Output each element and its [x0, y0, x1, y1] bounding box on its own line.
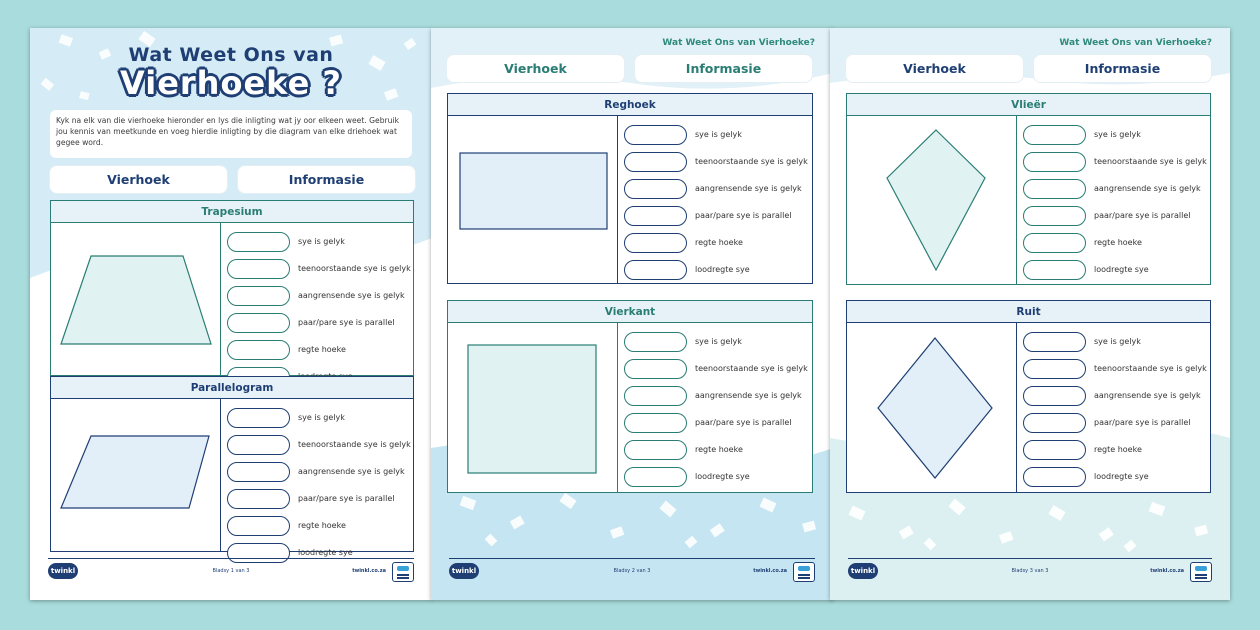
option-label: teenoorstaande sye is gelyk [298, 264, 411, 273]
option-row [624, 121, 810, 148]
option-label: regte hoeke [695, 238, 743, 247]
option-row [227, 485, 411, 512]
shape-cell [847, 116, 1017, 284]
option-label: sye is gelyk [298, 413, 345, 422]
parallelogram-shape [51, 399, 221, 551]
instructions-text: Kyk na elk van die vierhoeke hieronder en lys die inligting wat jy oor elkeen weet. Gebruik jou kennis van meetkunde en voeg hierdie inligting by die diagram van elke driehoek wat gegee word. [50, 110, 412, 158]
tab-informasie: Informasie [635, 55, 812, 82]
option-label: aangrensende sye is gelyk [695, 184, 802, 193]
option-label: loodregte sye [695, 265, 750, 274]
answer-pill[interactable] [624, 179, 687, 199]
answer-pill[interactable] [1023, 125, 1086, 145]
page-header: Wat Weet Ons van Vierhoeke? [662, 38, 815, 48]
twinkl-logo: twinkl [48, 563, 78, 579]
option-row [227, 431, 411, 458]
answer-pill[interactable] [1023, 206, 1086, 226]
answer-pill[interactable] [227, 489, 290, 509]
worksheet-page-2 [431, 28, 833, 600]
option-label: regte hoeke [298, 521, 346, 530]
answer-pill[interactable] [1023, 260, 1086, 280]
card-title: Ruit [847, 301, 1210, 323]
card-title: Reghoek [448, 94, 812, 116]
answer-pill[interactable] [1023, 440, 1086, 460]
options-list [227, 404, 411, 566]
answer-pill[interactable] [1023, 179, 1086, 199]
option-row [227, 512, 411, 539]
option-label: regte hoeke [1094, 238, 1142, 247]
answer-pill[interactable] [227, 462, 290, 482]
card-title: Trapesium [51, 201, 413, 223]
trapezium-shape [51, 223, 221, 375]
option-row [1023, 121, 1208, 148]
option-row [624, 463, 810, 490]
answer-pill[interactable] [1023, 386, 1086, 406]
option-row [624, 355, 810, 382]
card-parallelogram [50, 376, 414, 557]
card-reghoek [447, 93, 813, 284]
option-label: paar/pare sye is parallel [1094, 211, 1191, 220]
option-row [227, 228, 411, 255]
quality-badge-icon [793, 562, 815, 582]
column-headers [447, 55, 812, 82]
title-line-2: Vierhoeke ? [120, 64, 342, 102]
option-row [1023, 436, 1208, 463]
shape-cell [51, 399, 221, 551]
answer-pill[interactable] [624, 206, 687, 226]
option-row [624, 328, 810, 355]
shape-cell [448, 116, 618, 283]
option-row [227, 458, 411, 485]
card-title: Vlieër [847, 94, 1210, 116]
option-row [1023, 355, 1208, 382]
options-list [624, 328, 810, 490]
title-line-1: Wat Weet Ons van [128, 44, 334, 66]
option-label: teenoorstaande sye is gelyk [695, 157, 808, 166]
option-label: loodregte sye [1094, 265, 1149, 274]
twinkl-logo: twinkl [848, 563, 878, 579]
answer-pill[interactable] [624, 260, 687, 280]
option-label: paar/pare sye is parallel [298, 494, 395, 503]
option-row [227, 309, 411, 336]
options-list [227, 228, 411, 390]
card-title: Parallelogram [51, 377, 413, 399]
card-ruit [846, 300, 1211, 493]
column-headers [50, 166, 415, 193]
card-trapesium [50, 200, 414, 376]
tab-informasie: Informasie [1034, 55, 1211, 82]
answer-pill[interactable] [624, 332, 687, 352]
option-row [1023, 256, 1208, 283]
rhombus-shape [847, 323, 1017, 493]
answer-pill[interactable] [624, 440, 687, 460]
option-row [1023, 202, 1208, 229]
answer-pill[interactable] [1023, 233, 1086, 253]
card-vlieer [846, 93, 1211, 285]
answer-pill[interactable] [1023, 332, 1086, 352]
option-row [624, 256, 810, 283]
option-row [1023, 382, 1208, 409]
option-row [624, 175, 810, 202]
answer-pill[interactable] [227, 435, 290, 455]
options-list [624, 121, 810, 283]
answer-pill[interactable] [1023, 152, 1086, 172]
option-row [624, 148, 810, 175]
option-row [1023, 175, 1208, 202]
page-number: Bladsy 1 van 3 [212, 568, 250, 574]
option-row [227, 404, 411, 431]
square-shape [448, 323, 618, 493]
option-label: loodregte sye [298, 548, 353, 557]
option-label: regte hoeke [298, 345, 346, 354]
card-title: Vierkant [448, 301, 812, 323]
column-headers [846, 55, 1211, 82]
option-label: loodregte sye [1094, 472, 1149, 481]
answer-pill[interactable] [624, 413, 687, 433]
option-label: regte hoeke [1094, 445, 1142, 454]
option-label: paar/pare sye is parallel [695, 418, 792, 427]
answer-pill[interactable] [227, 408, 290, 428]
option-label: paar/pare sye is parallel [298, 318, 395, 327]
kite-shape [847, 116, 1017, 286]
option-label: aangrensende sye is gelyk [298, 291, 405, 300]
option-label: aangrensende sye is gelyk [1094, 184, 1201, 193]
option-row [227, 255, 411, 282]
options-list [1023, 121, 1208, 283]
option-label: aangrensende sye is gelyk [1094, 391, 1201, 400]
option-label: sye is gelyk [1094, 130, 1141, 139]
option-row [1023, 229, 1208, 256]
worksheet-page-3 [830, 28, 1230, 600]
option-row [624, 409, 810, 436]
site-url: twinkl.co.za [352, 568, 386, 574]
option-row [624, 382, 810, 409]
option-row [227, 282, 411, 309]
page-footer [449, 558, 815, 584]
answer-pill[interactable] [227, 286, 290, 306]
answer-pill[interactable] [227, 340, 290, 360]
option-label: sye is gelyk [695, 337, 742, 346]
option-label: regte hoeke [695, 445, 743, 454]
answer-pill[interactable] [227, 516, 290, 536]
answer-pill[interactable] [624, 233, 687, 253]
tab-vierhoek: Vierhoek [846, 55, 1023, 82]
option-row [624, 229, 810, 256]
option-row [624, 436, 810, 463]
site-url: twinkl.co.za [1150, 568, 1184, 574]
answer-pill[interactable] [227, 313, 290, 333]
option-row [1023, 409, 1208, 436]
option-label: aangrensende sye is gelyk [695, 391, 802, 400]
worksheet-page-1 [30, 28, 432, 600]
option-label: teenoorstaande sye is gelyk [1094, 364, 1207, 373]
page-footer [48, 558, 414, 584]
option-label: teenoorstaande sye is gelyk [298, 440, 411, 449]
answer-pill[interactable] [624, 386, 687, 406]
shape-cell [51, 223, 221, 375]
page-number: Bladsy 3 van 3 [1011, 568, 1049, 574]
answer-pill[interactable] [1023, 359, 1086, 379]
site-url: twinkl.co.za [753, 568, 787, 574]
option-label: aangrensende sye is gelyk [298, 467, 405, 476]
option-label: loodregte sye [695, 472, 750, 481]
answer-pill[interactable] [624, 359, 687, 379]
tab-vierhoek: Vierhoek [447, 55, 624, 82]
answer-pill[interactable] [1023, 413, 1086, 433]
option-row [227, 336, 411, 363]
option-row [624, 202, 810, 229]
tab-informasie: Informasie [238, 166, 415, 193]
answer-pill[interactable] [227, 232, 290, 252]
answer-pill[interactable] [624, 467, 687, 487]
shape-cell [847, 323, 1017, 492]
answer-pill[interactable] [624, 152, 687, 172]
option-label: teenoorstaande sye is gelyk [695, 364, 808, 373]
option-label: sye is gelyk [298, 237, 345, 246]
answer-pill[interactable] [1023, 467, 1086, 487]
shape-cell [448, 323, 618, 492]
options-list [1023, 328, 1208, 490]
option-label: teenoorstaande sye is gelyk [1094, 157, 1207, 166]
page-number: Bladsy 2 van 3 [613, 568, 651, 574]
page-header: Wat Weet Ons van Vierhoeke? [1059, 38, 1212, 48]
option-row [1023, 328, 1208, 355]
quality-badge-icon [392, 562, 414, 582]
option-label: paar/pare sye is parallel [695, 211, 792, 220]
answer-pill[interactable] [227, 259, 290, 279]
option-row [1023, 148, 1208, 175]
answer-pill[interactable] [624, 125, 687, 145]
option-label: paar/pare sye is parallel [1094, 418, 1191, 427]
card-vierkant [447, 300, 813, 493]
worksheet-title [30, 44, 432, 102]
option-label: sye is gelyk [695, 130, 742, 139]
twinkl-logo: twinkl [449, 563, 479, 579]
page-footer [848, 558, 1212, 584]
quality-badge-icon [1190, 562, 1212, 582]
option-row [1023, 463, 1208, 490]
tab-vierhoek: Vierhoek [50, 166, 227, 193]
rectangle-shape [448, 116, 618, 284]
option-label: sye is gelyk [1094, 337, 1141, 346]
